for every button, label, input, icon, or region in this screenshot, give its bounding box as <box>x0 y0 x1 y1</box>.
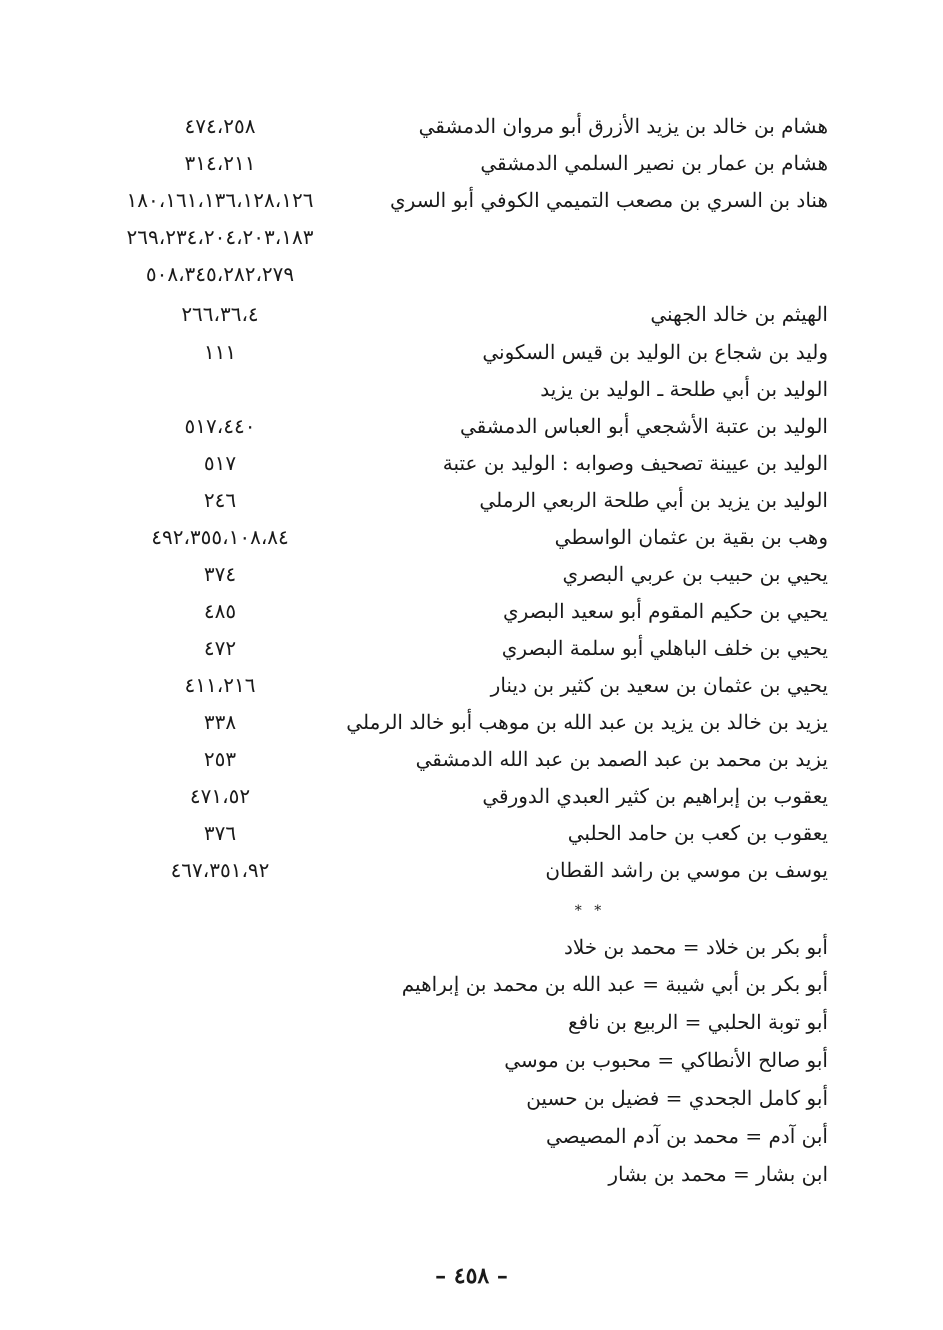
entry-name: هشام بن عمار بن نصير السلمي الدمشقي <box>480 151 828 175</box>
index-entry <box>0 667 943 703</box>
section-separator: * * <box>574 903 606 919</box>
entry-pages: ٢٦٦،٣٦،٤ <box>181 302 259 326</box>
entry-pages: ٥١٧،٤٤٠ <box>184 414 256 438</box>
index-entry-continuation <box>0 219 943 255</box>
kunya-reference: أبو كامل الجحدي = فضيل بن حسين <box>526 1086 828 1110</box>
entry-name: الوليد بن يزيد بن أبي طلحة الربعي الرملي <box>479 488 828 512</box>
entry-pages: ٤٦٧،٣٥١،٩٢ <box>170 858 270 882</box>
entry-pages: ٢٤٦ <box>203 488 237 512</box>
index-entry <box>0 408 943 444</box>
entry-name: هناد بن السري بن مصعب التميمي الكوفي أبو السري <box>390 188 828 212</box>
entry-name: يحيي بن حكيم المقوم أبو سعيد البصري <box>502 599 828 623</box>
kunya-reference: أبو صالح الأنطاكي = محبوب بن موسي <box>504 1048 828 1072</box>
entry-name: يحيي بن عثمان بن سعيد بن كثير بن دينار <box>490 673 828 697</box>
index-entry <box>0 741 943 777</box>
index-entry <box>0 815 943 851</box>
entry-name: الهيثم بن خالد الجهني <box>650 302 828 326</box>
entry-pages: ٥٠٨،٣٤٥،٢٨٢،٢٧٩ <box>145 262 295 286</box>
index-entry <box>0 371 943 407</box>
entry-name: يحيي بن حبيب بن عربي البصري <box>562 562 828 586</box>
index-entry <box>0 334 943 370</box>
index-entry <box>0 145 943 181</box>
index-entry <box>0 445 943 481</box>
entry-name: يوسف بن موسي بن راشد القطان <box>545 858 828 882</box>
entry-pages: ٢٦٩،٢٣٤،٢٠٤،٢٠٣،١٨٣ <box>126 225 314 249</box>
index-entry <box>0 182 943 218</box>
entry-name: هشام بن خالد بن يزيد الأزرق أبو مروان الدمشقي <box>418 114 828 138</box>
page-number: – ٤٥٨ – <box>435 1263 508 1289</box>
entry-name: يعقوب بن إبراهيم بن كثير العبدي الدورقي <box>482 784 828 808</box>
entry-name: يزيد بن محمد بن عبد الصمد بن عبد الله الدمشقي <box>415 747 828 771</box>
kunya-reference: ابن بشار = محمد بن بشار <box>608 1162 828 1186</box>
kunya-reference: أبو بكر بن خلاد = محمد بن خلاد <box>563 935 828 959</box>
entry-pages: ٥١٧ <box>203 451 237 475</box>
kunya-reference: أبن آدم = محمد بن آدم المصيصي <box>545 1124 828 1148</box>
entry-pages: ١٨٠،١٦١،١٣٦،١٢٨،١٢٦ <box>126 188 314 212</box>
index-entry <box>0 852 943 888</box>
index-entry <box>0 519 943 555</box>
entry-name: الوليد بن أبي طلحة ـ الوليد بن يزيد <box>540 377 828 401</box>
entry-pages: ٣٧٤ <box>203 562 237 586</box>
entry-pages: ٤٧٢ <box>203 636 237 660</box>
index-entry <box>0 593 943 629</box>
entry-pages: ٢٥٣ <box>203 747 237 771</box>
entry-pages: ٣٣٨ <box>203 710 237 734</box>
entry-name: وليد بن شجاع بن الوليد بن قيس السكوني <box>482 340 828 364</box>
entry-pages: ٤١١،٢١٦ <box>184 673 256 697</box>
index-entry <box>0 630 943 666</box>
index-entry-continuation <box>0 256 943 292</box>
entry-name: وهب بن بقية بن عثمان الواسطي <box>554 525 828 549</box>
entry-pages: ١١١ <box>203 340 237 364</box>
entry-pages: ٣٧٦ <box>203 821 237 845</box>
index-entry <box>0 482 943 518</box>
entry-pages: ٤٨٥ <box>203 599 237 623</box>
entry-name: الوليد بن عتبة الأشجعي أبو العباس الدمشقي <box>459 414 828 438</box>
entry-name: يحيي بن خلف الباهلي أبو سلمة البصري <box>501 636 828 660</box>
kunya-reference: أبو بكر بن أبي شيبة = عبد الله بن محمد بن إبراهيم <box>401 972 828 996</box>
entry-name: يزيد بن خالد بن يزيد بن عبد الله بن موهب أبو خالد الرملي <box>346 710 828 734</box>
kunya-reference: أبو توبة الحلبي = الربيع بن نافع <box>567 1010 828 1034</box>
index-entry <box>0 778 943 814</box>
entry-pages: ٤٧٤،٢٥٨ <box>184 114 256 138</box>
entry-pages: ٤٧١،٥٢ <box>189 784 251 808</box>
index-entry <box>0 108 943 144</box>
index-entry <box>0 704 943 740</box>
index-entry <box>0 296 943 332</box>
entry-pages: ٤٩٢،٣٥٥،١٠٨،٨٤ <box>151 525 289 549</box>
entry-name: يعقوب بن كعب بن حامد الحلبي <box>567 821 828 845</box>
index-entry <box>0 556 943 592</box>
entry-name: الوليد بن عيينة تصحيف وصوابه : الوليد بن عتبة <box>442 451 828 475</box>
entry-pages: ٣١٤،٢١١ <box>184 151 256 175</box>
